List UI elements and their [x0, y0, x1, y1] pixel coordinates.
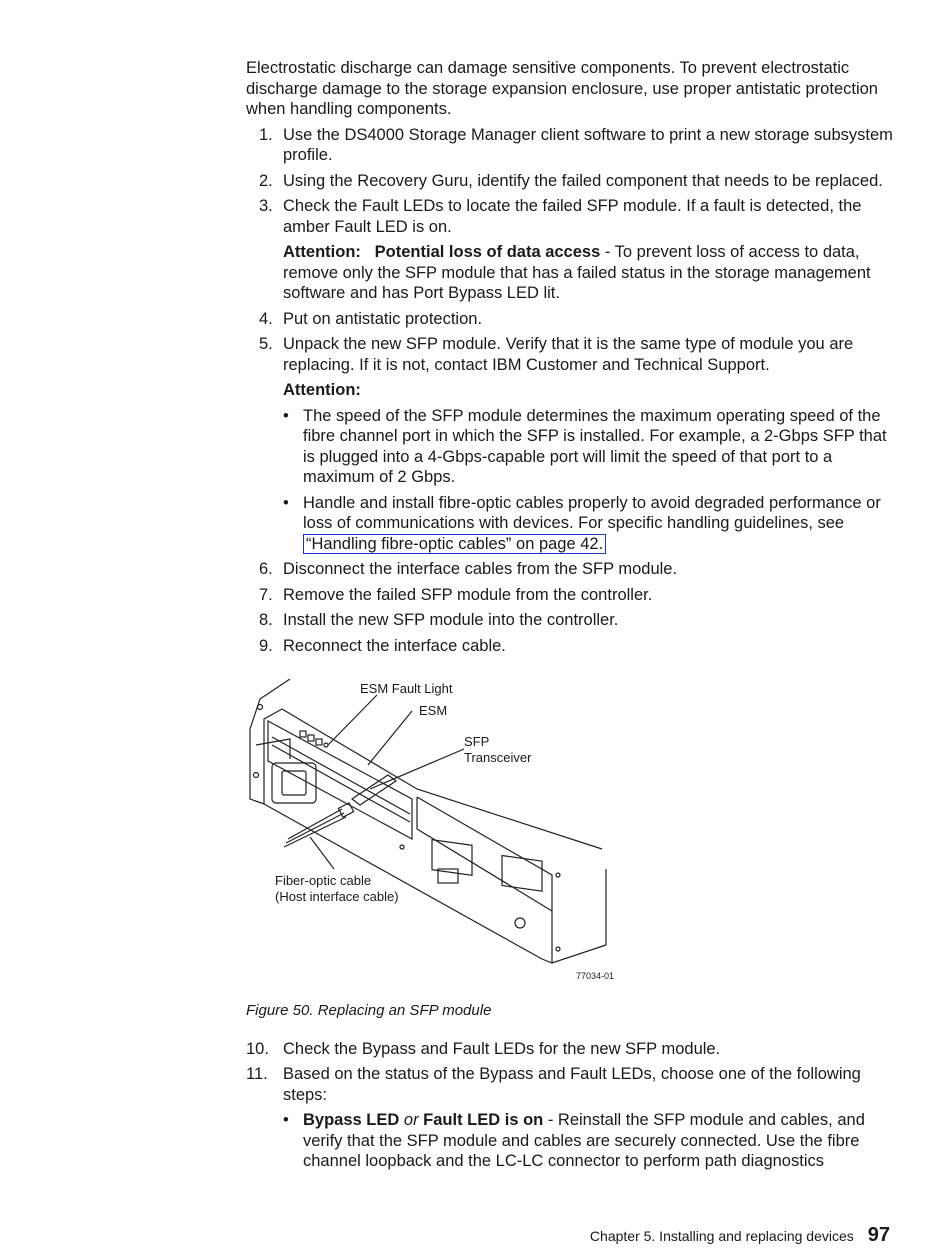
step-text: Put on antistatic protection.	[283, 309, 483, 328]
step-text: Check the Fault LEDs to locate the failed SFP module. If a fault is detected, the amber Fault LED is on.	[283, 197, 862, 236]
page-number: 97	[867, 1224, 890, 1246]
fiber-cable-1	[288, 809, 342, 839]
sfp-transceiver	[352, 775, 396, 805]
bullet-symbol: •	[283, 406, 289, 425]
step-10	[246, 1039, 896, 1060]
step-number: 5.	[259, 335, 273, 353]
step-text: Reconnect the interface cable.	[283, 636, 506, 655]
label-esm-fault-light: ESM Fault Light	[360, 681, 453, 696]
bullet-symbol: •	[283, 493, 289, 512]
step-number: 11.	[246, 1065, 268, 1083]
label-sfp: SFP	[464, 734, 490, 749]
step-text: Use the DS4000 Storage Manager client software to print a new storage subsystem profile.	[283, 125, 893, 164]
step-text: Check the Bypass and Fault LEDs for the new SFP module.	[283, 1039, 721, 1058]
step-text: Unpack the new SFP module. Verify that it is the same type of module you are replacing. If it is not, contact IBM Customer and Technical Support.	[283, 335, 854, 374]
leader-fault-light	[328, 695, 377, 745]
label-esm: ESM	[419, 703, 448, 718]
step-number: 9.	[259, 636, 273, 655]
step-number: 8.	[259, 611, 273, 629]
attention-heading: Attention:	[283, 381, 361, 399]
bullet-symbol: •	[283, 1111, 289, 1129]
step-9	[246, 636, 896, 657]
fiber-cable-2	[286, 813, 344, 843]
step-text: Using the Recovery Guru, identify the failed component that needs to be replaced.	[283, 171, 883, 190]
step-2	[246, 171, 896, 192]
step-1	[246, 125, 896, 166]
bullet-text: Handle and install fibre-optic cables properly to avoid degraded performance or loss of communications with devices. For specific handling guidelines, see “Handling fibre-optic cables” on page 42.	[303, 493, 881, 553]
leader-cable	[310, 837, 334, 869]
handling-cables-link[interactable]: “Handling fibre-optic cables” on page 42.	[303, 534, 606, 554]
attention-note-data-loss	[283, 242, 896, 304]
page-content	[246, 58, 896, 1177]
bullet-text: Bypass LED or Fault LED is on - Reinstall the SFP module and cables, and verify that the SFP module and cables are securely connected. Use the fibre channel loopback and the LC-LC connector to perform path diagnostics	[303, 1111, 865, 1170]
sfp-module-illustration	[242, 679, 622, 985]
attention-text: - To prevent loss of access to data, remove only the SFP module that has a failed status in the storage management software and has Port Bypass LED lit.	[283, 243, 871, 302]
page-footer	[0, 1224, 890, 1247]
label-host-interface-cable: (Host interface cable)	[275, 889, 399, 904]
sfp-replacement-figure	[246, 679, 896, 985]
step-number: 1.	[259, 125, 273, 144]
attention-title: Potential loss of data access	[374, 243, 601, 261]
step-3	[246, 196, 896, 237]
step-number: 3.	[259, 197, 273, 215]
led-3	[316, 739, 322, 745]
attention-bullet-speed	[283, 406, 896, 488]
step-number: 2.	[259, 171, 273, 190]
step-number: 7.	[259, 585, 273, 604]
fiber-cable-3	[284, 817, 346, 847]
step-text: Remove the failed SFP module from the controller.	[283, 585, 653, 604]
step-5	[246, 334, 896, 375]
attention-label: Attention:	[283, 243, 361, 261]
controller-panel-2	[502, 856, 542, 892]
bullet-text: The speed of the SFP module determines the maximum operating speed of the fibre channel port in which the SFP is installed. For example, a 2-Gbps SFP that is plugged into a 4-Gbps-capable port will limit the speed of that port to a maximum of 2 Gbps.	[303, 406, 887, 486]
enclosure-front-edge	[417, 797, 552, 963]
step-text: Install the new SFP module into the controller.	[283, 611, 619, 629]
leader-esm	[368, 711, 412, 765]
figure-caption: Figure 50. Replacing an SFP module	[246, 1002, 492, 1019]
step-4	[246, 309, 896, 330]
attention-bullet-cables	[283, 493, 896, 555]
step-6	[246, 559, 896, 580]
controller-knob	[515, 918, 525, 928]
step-11	[246, 1064, 896, 1105]
led-1	[300, 731, 306, 737]
figure-id: 77034-01	[576, 971, 615, 981]
enclosure-top-edge	[282, 709, 602, 849]
step-number: 10.	[246, 1039, 269, 1058]
step-number: 6.	[259, 560, 273, 578]
led-2	[308, 735, 314, 741]
step-text: Disconnect the interface cables from the SFP module.	[283, 560, 678, 578]
enclosure-left-edge	[250, 679, 290, 804]
step-7	[246, 585, 896, 606]
fault-led	[324, 743, 328, 747]
step-text: Based on the status of the Bypass and Fault LEDs, choose one of the following steps:	[283, 1065, 861, 1104]
chapter-title: Chapter 5. Installing and replacing devices	[589, 1228, 854, 1244]
step-8	[246, 610, 896, 631]
bypass-fault-led-bullet	[283, 1110, 896, 1172]
intro-paragraph: Electrostatic discharge can damage sensitive components. To prevent electrostatic discharge damage to the storage expansion enclosure, use proper antistatic protection when handling components.	[246, 59, 878, 118]
label-fiber-optic-cable: Fiber-optic cable	[275, 873, 372, 888]
label-transceiver: Transceiver	[464, 750, 532, 765]
step-number: 4.	[259, 309, 273, 328]
